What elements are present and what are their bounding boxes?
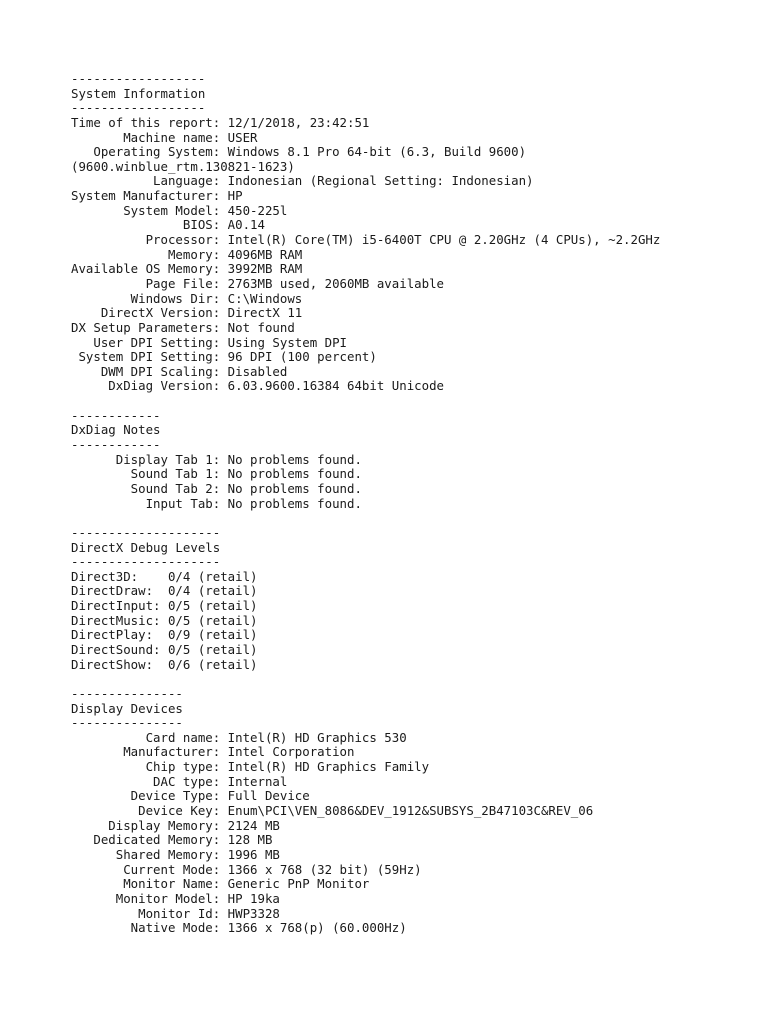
report-line: Sound Tab 1: No problems found. (71, 466, 362, 482)
blank-line (71, 394, 660, 409)
report-line: Display Memory: 2124 MB (71, 817, 280, 833)
report-line: Sound Tab 2: No problems found. (71, 480, 362, 496)
section-rule: ------------ (71, 437, 161, 453)
blank-line (71, 511, 660, 526)
report-line: Windows Dir: C:\Windows (71, 290, 303, 306)
report-line: Current Mode: 1366 x 768 (32 bit) (59Hz) (71, 861, 422, 877)
report-line: BIOS: A0.14 (71, 217, 265, 233)
report-line: DWM DPI Scaling: Disabled (71, 363, 288, 379)
report-line: Input Tab: No problems found. (71, 495, 362, 511)
report-line: DirectInput: 0/5 (retail) (71, 598, 258, 614)
report-line: DirectX Version: DirectX 11 (71, 305, 303, 321)
report-line: Chip type: Intel(R) HD Graphics Family (71, 759, 430, 775)
section-rule: ------------ (71, 407, 161, 423)
section-dxdiag-notes (71, 409, 660, 526)
report-line: Monitor Model: HP 19ka (71, 890, 280, 906)
report-line: User DPI Setting: Using System DPI (71, 334, 348, 350)
report-line: DxDiag Version: 6.03.9600.16384 64bit Unicode (71, 378, 444, 394)
report-line: DirectSound: 0/5 (retail) (71, 641, 258, 657)
section-display-devices (71, 687, 660, 936)
section-system-information (71, 72, 660, 409)
report-line: Display Tab 1: No problems found. (71, 451, 362, 467)
section-rule: --------------- (71, 685, 183, 701)
report-line: Native Mode: 1366 x 768(p) (60.000Hz) (71, 920, 407, 936)
section-title: Display Devices (71, 700, 183, 716)
report-line: DirectPlay: 0/9 (retail) (71, 627, 258, 643)
section-directx-debug-levels (71, 526, 660, 687)
report-line: System Manufacturer: HP (71, 188, 243, 204)
report-line: Language: Indonesian (Regional Setting: Indonesian) (71, 173, 534, 189)
report-line: Device Type: Full Device (71, 788, 310, 804)
report-line: Shared Memory: 1996 MB (71, 846, 280, 862)
report-line: (9600.winblue_rtm.130821-1623) (71, 158, 295, 174)
section-rule: ------------------ (71, 71, 206, 86)
report-line: Processor: Intel(R) Core(TM) i5-6400T CPU @ 2.20GHz (4 CPUs), ~2.2GHz (71, 232, 661, 248)
section-rule: -------------------- (71, 524, 221, 540)
report-line: Dedicated Memory: 128 MB (71, 832, 273, 848)
report-line: Monitor Id: HWP3328 (71, 905, 280, 921)
report-line: Direct3D: 0/4 (retail) (71, 568, 258, 584)
report-line: DX Setup Parameters: Not found (71, 319, 295, 335)
report-line: Time of this report: 12/1/2018, 23:42:51 (71, 114, 370, 130)
report-line: Machine name: USER (71, 129, 258, 145)
report-line: DirectShow: 0/6 (retail) (71, 656, 258, 672)
report-line: DirectMusic: 0/5 (retail) (71, 612, 258, 628)
report-line: DirectDraw: 0/4 (retail) (71, 583, 258, 599)
section-rule: -------------------- (71, 554, 221, 570)
report-line: Card name: Intel(R) HD Graphics 530 (71, 729, 407, 745)
section-title: DirectX Debug Levels (71, 539, 221, 555)
report-line: Manufacturer: Intel Corporation (71, 744, 355, 760)
report-line: Memory: 4096MB RAM (71, 246, 303, 262)
section-rule: ------------------ (71, 100, 206, 116)
report-line: Operating System: Windows 8.1 Pro 64-bit (6.3, Build 9600) (71, 144, 527, 160)
report-line: System DPI Setting: 96 DPI (100 percent) (71, 349, 377, 365)
section-title: DxDiag Notes (71, 422, 161, 438)
section-title: System Information (71, 85, 206, 101)
dxdiag-report (71, 72, 660, 936)
report-line: Device Key: Enum\PCI\VEN_8086&DEV_1912&SUBSYS_2B47103C&REV_06 (71, 803, 594, 819)
report-line: Monitor Name: Generic PnP Monitor (71, 876, 370, 892)
report-line: System Model: 450-225l (71, 202, 288, 218)
blank-line (71, 672, 660, 687)
report-line: Page File: 2763MB used, 2060MB available (71, 275, 444, 291)
report-line: DAC type: Internal (71, 773, 288, 789)
report-line: Available OS Memory: 3992MB RAM (71, 261, 303, 277)
section-rule: --------------- (71, 715, 183, 731)
